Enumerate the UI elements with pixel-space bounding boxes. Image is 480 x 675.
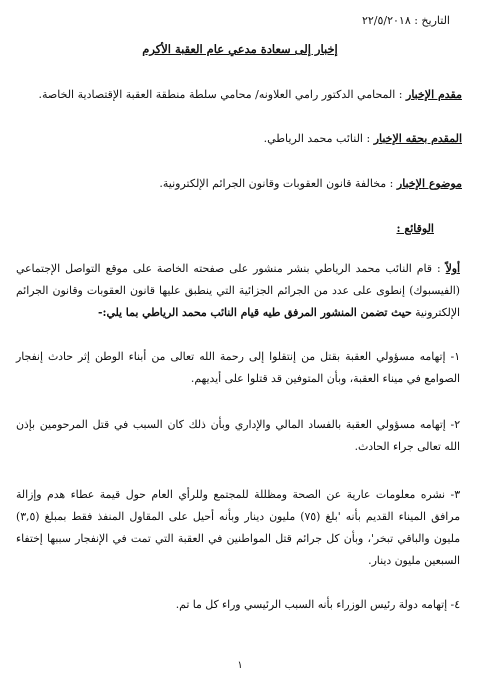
informant-row xyxy=(39,88,462,101)
page-number: ١ xyxy=(237,660,243,671)
subject-label: موضوع الإخبار xyxy=(396,177,462,190)
accused-value: : النائب محمد الرياطي. xyxy=(263,132,371,145)
subject-value: : مخالفة قانون العقوبات وقانون الجرائم الإلكترونية. xyxy=(159,177,394,190)
informant-value: : المحامي الدكتور رامي العلاونه/ محامي سلطة منطقة العقبة الإقتصادية الخاصة. xyxy=(38,88,403,101)
fact-first-paragraph xyxy=(16,258,460,324)
document-date: التاريخ : ٢٢/٥/٢٠١٨ xyxy=(361,14,450,27)
accused-row xyxy=(264,132,462,145)
fact-item-4: ٤- إتهامه دولة رئيس الوزراء بأنه السبب الرئيسي وراء كل ما تم. xyxy=(175,598,460,611)
fact-first-text: : قام النائب محمد الرياطي بنشر منشور على صفحته الخاصة على موقع التواصل الإجتماعي (الفيسبوك) إنطوى على عدد من الجرائم الجزائية التي ينطبق عليها قانون العقوبات وقانون الجرائم الإلكترونية xyxy=(16,262,460,319)
fact-first-bold: حيث تضمن المنشور المرفق طيه قيام النائب محمد الرياطي بما يلي:- xyxy=(97,306,412,319)
fact-item-3: ٣- نشره معلومات عارية عن الصحة ومظللة للمجتمع وللرأي العام حول قيمة عطاء هدم وإزالة مرافق الميناء القديم بأنه 'بلغ (٧٥) مليون دينار وبأنه أحيل على المقاول المنفذ فقط بمبلغ (٣,٥) مليون والباقي تبخر'، وبأن كل جرائم قتل المواطنين في العقبة التي تمت في الإنفجار سببها إختفاء السبعين مليون دينار. xyxy=(16,488,461,567)
document-title: إخبار إلى سعادة مدعي عام العقبة الأكرم xyxy=(142,42,338,56)
fact-item-1: ١- إتهامه مسؤولي العقبة بقتل من إنتقلوا إلى رحمة الله تعالى من أبناء الوطن إثر حادث إنفجار الصوامع في ميناء العقبة، وبأن المتوفين قد قتلوا على أيديهم. xyxy=(16,350,460,385)
fact-item-2: ٢- إتهامه مسؤولي العقبة بالفساد المالي والإداري وبأن ذلك كان السبب في قتل المرحومين بإذن الله تعالى جراء الحادث. xyxy=(16,418,460,453)
accused-label: المقدم بحقه الإخبار xyxy=(373,132,462,145)
fact-first-label: أولاً xyxy=(445,262,460,275)
facts-heading: الوقائع : xyxy=(396,222,434,235)
informant-label: مقدم الإخبار xyxy=(406,88,462,101)
subject-row xyxy=(159,177,462,190)
